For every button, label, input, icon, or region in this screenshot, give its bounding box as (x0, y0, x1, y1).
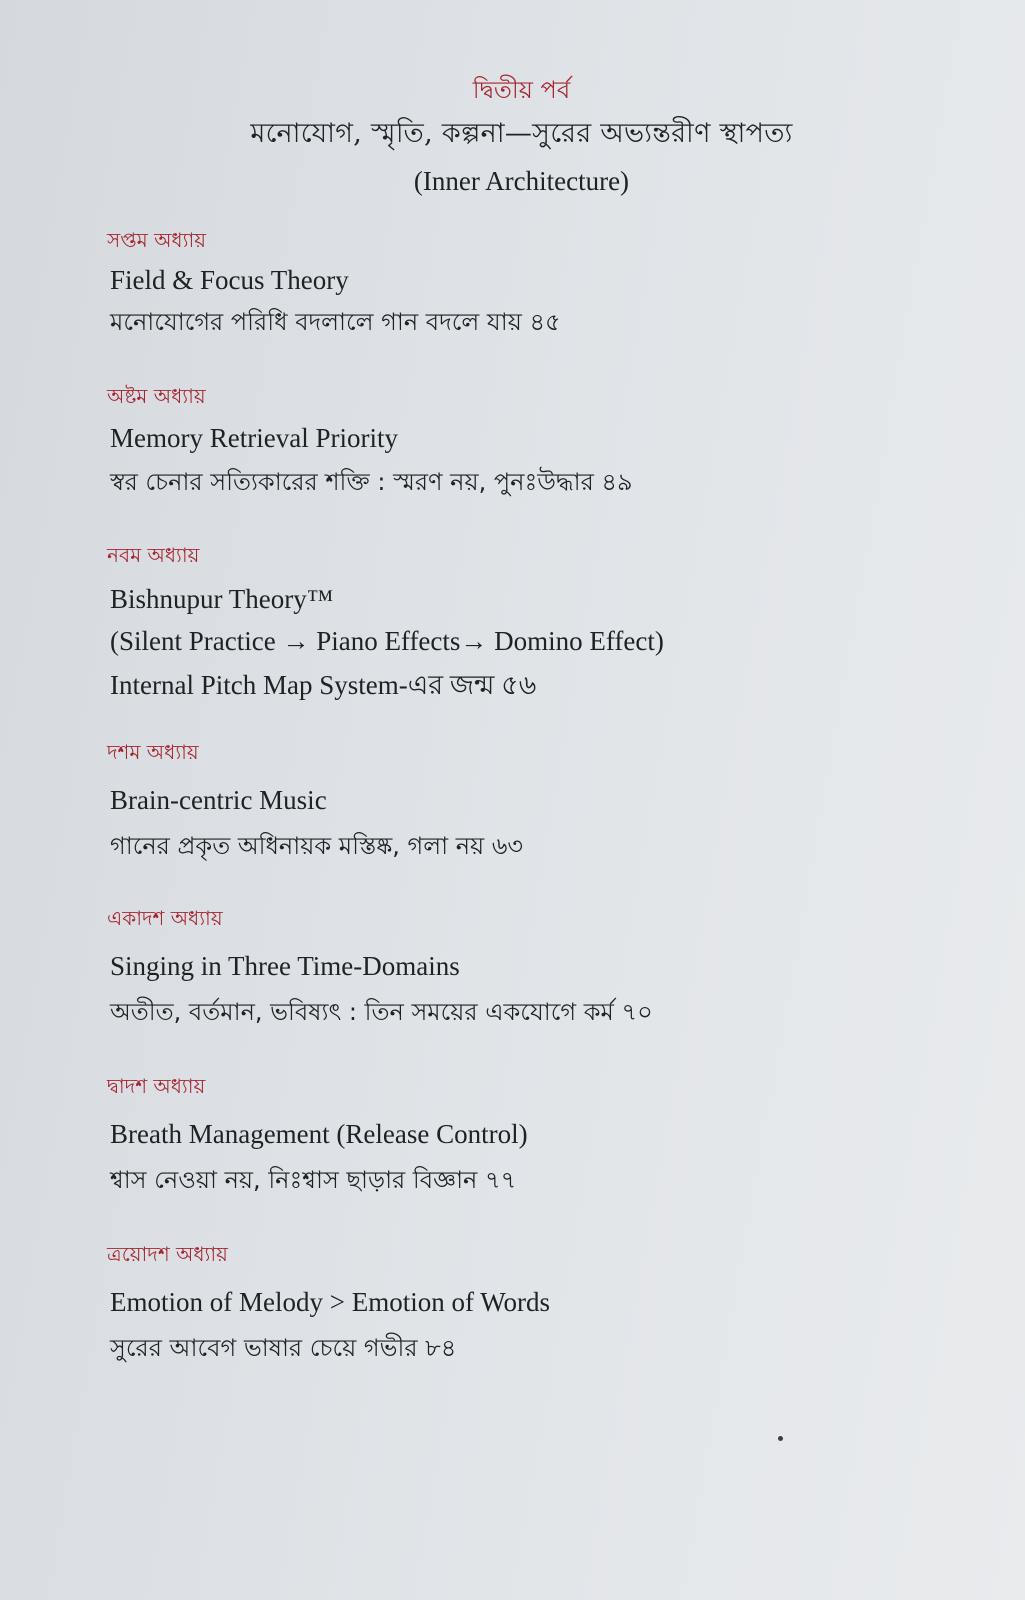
part-subtitle: (Inner Architecture) (413, 166, 630, 196)
chapter-label: দ্বাদশ অধ্যায় (107, 1074, 206, 1098)
chapter-label: সপ্তম অধ্যায় (107, 228, 207, 252)
chapter-label: একাদশ অধ্যায় (107, 906, 223, 930)
chapter-entry-13 (107, 1240, 930, 1368)
chapter-english-title: Emotion of Melody > Emotion of Words (110, 1287, 551, 1317)
ink-dot (778, 1436, 783, 1441)
part-label: দ্বিতীয় পর্ব (472, 76, 571, 104)
chapter-entry-8 (107, 382, 930, 502)
chapter-bengali-title: মনোযোগের পরিধি বদলালে গান বদলে যায় ৪৫ (110, 308, 561, 336)
chapter-entry-11 (107, 904, 930, 1032)
chapter-entry-9 (107, 541, 930, 705)
chapter-label: নবম অধ্যায় (107, 543, 200, 567)
chapter-bengali-title: স্বর চেনার সত্যিকারের শক্তি : স্মরণ নয়, পুনঃউদ্ধার ৪৯ (110, 468, 633, 496)
chapter-bengali-title: সুরের আবেগ ভাষার চেয়ে গভীর ৮৪ (110, 1334, 457, 1362)
chapter-label: ত্রয়োদশ অধ্যায় (107, 1242, 228, 1266)
chapter-english-title: Memory Retrieval Priority (110, 423, 398, 453)
part-title: মনোযোগ, স্মৃতি, কল্পনা—সুরের অভ্যন্তরীণ স্থাপত্য (250, 118, 793, 149)
chapter-english-title: Breath Management (Release Control) (110, 1119, 528, 1149)
chapter-label: দশম অধ্যায় (107, 740, 199, 764)
chapter-entry-7 (107, 226, 930, 342)
chapter-bengali-title: শ্বাস নেওয়া নয়, নিঃশ্বাস ছাড়ার বিজ্ঞান ৭৭ (110, 1166, 517, 1194)
chapter-bengali-title: অতীত, বর্তমান, ভবিষ্যৎ : তিন সময়ের একযোগে কর্ম ৭০ (110, 998, 653, 1026)
chapter-entry-10 (107, 738, 930, 866)
chapter-label: অষ্টম অধ্যায় (107, 384, 206, 408)
chapter-mixed-title: Internal Pitch Map System-এর জন্ম ৫৬ (110, 670, 537, 700)
chapter-english-title: Field & Focus Theory (110, 265, 349, 295)
chapter-english-title: Bishnupur Theory™ (110, 584, 334, 614)
chapter-entry-12 (107, 1072, 930, 1200)
chapter-english-title: Brain-centric Music (110, 785, 327, 815)
part-header (0, 72, 1025, 200)
chapter-english-subtitle: (Silent Practice → Piano Effects→ Domino Effect) (110, 626, 664, 656)
chapter-english-title: Singing in Three Time-Domains (110, 951, 460, 981)
chapter-bengali-title: গানের প্রকৃত অধিনায়ক মস্তিষ্ক, গলা নয় ৬৩ (110, 832, 524, 860)
